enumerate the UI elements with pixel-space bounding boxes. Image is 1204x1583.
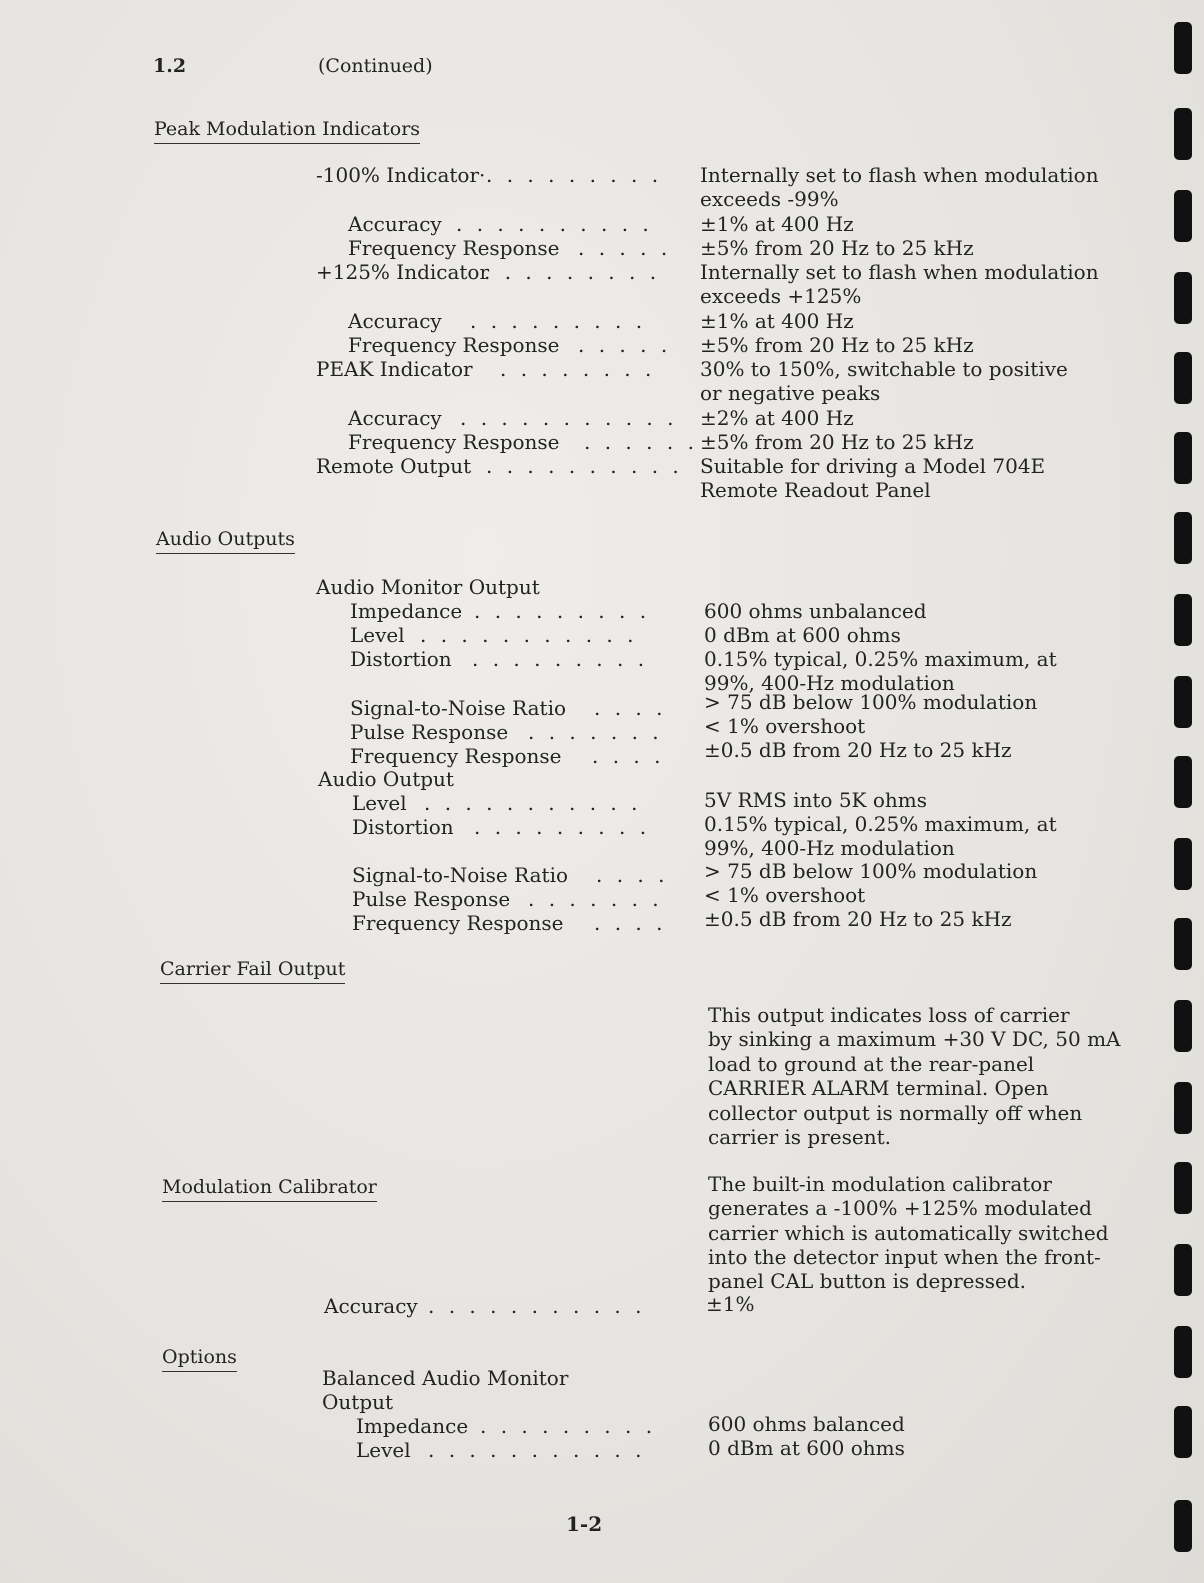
leader-dots: . . . . . . . . .	[474, 815, 651, 839]
value-minus100-indicator-cont: exceeds -99%	[700, 187, 839, 211]
value-distortion-cont: 99%, 400-Hz modulation	[704, 836, 955, 860]
binder-hole	[1174, 756, 1192, 808]
leader-dots: . . . . . . . . . . .	[424, 791, 642, 815]
value-frequency-response: ±5% from 20 Hz to 25 kHz	[700, 333, 974, 357]
section-continued: (Continued)	[318, 55, 433, 77]
binder-hole	[1174, 352, 1192, 404]
balanced-audio-monitor-title-cont: Output	[322, 1390, 394, 1414]
value-plus125-indicator-cont: exceeds +125%	[700, 284, 862, 308]
carrier-fail-line: load to ground at the rear-panel	[708, 1052, 1035, 1076]
value-pulse-response: < 1% overshoot	[704, 883, 866, 907]
binder-hole	[1174, 272, 1192, 324]
leader-dots: . . . . . . . . . .	[456, 212, 653, 236]
leader-dots: . . . . . . . . .	[486, 163, 663, 187]
mod-calibrator-line: panel CAL button is depressed.	[708, 1269, 1026, 1293]
binder-hole	[1174, 512, 1192, 564]
binder-hole	[1174, 1082, 1192, 1134]
label-impedance: Impedance	[356, 1414, 469, 1438]
value-level: 0 dBm at 600 ohms	[704, 623, 901, 647]
leader-dots: . . . . . . . . .	[472, 647, 649, 671]
leader-dots: . . . .	[594, 696, 667, 720]
leader-dots: . . . .	[596, 863, 669, 887]
leader-dots: . . . . . .	[584, 430, 698, 454]
carrier-fail-line: by sinking a maximum +30 V DC, 50 mA	[708, 1027, 1121, 1051]
label-frequency-response: Frequency Response	[348, 430, 560, 454]
value-accuracy: ±1%	[706, 1292, 755, 1316]
label-minus100-indicator: -100% Indicator·	[316, 163, 486, 187]
audio-output-title: Audio Output	[318, 767, 454, 791]
carrier-fail-line: CARRIER ALARM terminal. Open	[708, 1076, 1049, 1100]
value-frequency-response: ±5% from 20 Hz to 25 kHz	[700, 430, 974, 454]
heading-audio-outputs: Audio Outputs	[156, 528, 295, 554]
binder-hole	[1174, 1406, 1192, 1458]
value-snr: > 75 dB below 100% modulation	[704, 690, 1038, 714]
binder-holes	[1164, 0, 1204, 1583]
label-peak-indicator: PEAK Indicator	[316, 357, 473, 381]
label-level: Level	[352, 791, 407, 815]
binder-hole	[1174, 838, 1192, 890]
label-accuracy: Accuracy	[348, 212, 442, 236]
binder-hole	[1174, 1326, 1192, 1378]
label-impedance: Impedance	[350, 599, 463, 623]
carrier-fail-line: carrier is present.	[708, 1125, 891, 1149]
page-number: 1-2	[566, 1512, 603, 1536]
mod-calibrator-line: generates a -100% +125% modulated	[708, 1196, 1092, 1220]
label-distortion: Distortion	[350, 647, 452, 671]
label-frequency-response: Frequency Response	[352, 911, 564, 935]
leader-dots: . . . . . . . . . . .	[460, 406, 678, 430]
leader-dots: . . . . . . . . . . .	[428, 1294, 646, 1318]
binder-hole	[1174, 22, 1192, 74]
value-impedance: 600 ohms unbalanced	[704, 599, 927, 623]
value-frequency-response: ±0.5 dB from 20 Hz to 25 kHz	[704, 907, 1012, 931]
heading-carrier-fail-output: Carrier Fail Output	[160, 958, 345, 984]
value-distortion-cont: 99%, 400-Hz modulation	[704, 671, 955, 695]
value-accuracy: ±2% at 400 Hz	[700, 406, 854, 430]
audio-monitor-output-title: Audio Monitor Output	[316, 575, 540, 599]
binder-hole	[1174, 432, 1192, 484]
leader-dots: . . . . . . . . .	[484, 260, 661, 284]
value-impedance: 600 ohms balanced	[708, 1412, 905, 1436]
leader-dots: . . . . .	[578, 333, 672, 357]
value-peak-indicator-cont: or negative peaks	[700, 381, 881, 405]
value-snr: > 75 dB below 100% modulation	[704, 859, 1038, 883]
leader-dots: . . . . . . . . .	[480, 1414, 657, 1438]
value-frequency-response: ±0.5 dB from 20 Hz to 25 kHz	[704, 738, 1012, 762]
mod-calibrator-line: into the detector input when the front-	[708, 1245, 1101, 1269]
mod-calibrator-line: carrier which is automatically switched	[708, 1221, 1109, 1245]
label-frequency-response: Frequency Response	[348, 333, 560, 357]
value-distortion: 0.15% typical, 0.25% maximum, at	[704, 647, 1057, 671]
label-snr: Signal-to-Noise Ratio	[352, 863, 569, 887]
leader-dots: . . . . . . . . . .	[486, 454, 683, 478]
value-plus125-indicator: Internally set to flash when modulation	[700, 260, 1099, 284]
label-plus125-indicator: +125% Indicator	[316, 260, 490, 284]
value-distortion: 0.15% typical, 0.25% maximum, at	[704, 812, 1057, 836]
leader-dots: . . . . . . . . . . .	[420, 623, 638, 647]
label-frequency-response: Frequency Response	[348, 236, 560, 260]
binder-hole	[1174, 676, 1192, 728]
value-frequency-response: ±5% from 20 Hz to 25 kHz	[700, 236, 974, 260]
label-accuracy: Accuracy	[324, 1294, 418, 1318]
heading-options: Options	[162, 1346, 237, 1372]
value-accuracy: ±1% at 400 Hz	[700, 212, 854, 236]
label-pulse-response: Pulse Response	[350, 720, 509, 744]
label-accuracy: Accuracy	[348, 406, 442, 430]
binder-hole	[1174, 1162, 1192, 1214]
binder-hole	[1174, 918, 1192, 970]
value-remote-output: Suitable for driving a Model 704E	[700, 454, 1046, 478]
label-level: Level	[350, 623, 405, 647]
section-number: 1.2	[153, 55, 187, 77]
carrier-fail-line: collector output is normally off when	[708, 1101, 1083, 1125]
leader-dots: . . . . .	[578, 236, 672, 260]
binder-hole	[1174, 1000, 1192, 1052]
carrier-fail-line: This output indicates loss of carrier	[708, 1003, 1070, 1027]
leader-dots: . . . . . . .	[528, 887, 663, 911]
value-peak-indicator: 30% to 150%, switchable to positive	[700, 357, 1068, 381]
label-accuracy: Accuracy	[348, 309, 442, 333]
mod-calibrator-line: The built-in modulation calibrator	[708, 1172, 1052, 1196]
binder-hole	[1174, 1500, 1192, 1552]
label-frequency-response: Frequency Response	[350, 744, 562, 768]
value-remote-output-cont: Remote Readout Panel	[700, 478, 931, 502]
leader-dots: . . . .	[594, 911, 667, 935]
label-level: Level	[356, 1438, 411, 1462]
balanced-audio-monitor-title: Balanced Audio Monitor	[322, 1366, 569, 1390]
label-pulse-response: Pulse Response	[352, 887, 511, 911]
heading-peak-modulation: Peak Modulation Indicators	[154, 118, 420, 144]
value-level: 0 dBm at 600 ohms	[708, 1436, 905, 1460]
leader-dots: . . . . . . . . . . .	[428, 1438, 646, 1462]
value-level: 5V RMS into 5K ohms	[704, 788, 928, 812]
label-snr: Signal-to-Noise Ratio	[350, 696, 567, 720]
value-accuracy: ±1% at 400 Hz	[700, 309, 854, 333]
heading-modulation-calibrator: Modulation Calibrator	[162, 1176, 377, 1202]
binder-hole	[1174, 108, 1192, 160]
binder-hole	[1174, 190, 1192, 242]
leader-dots: . . . . . . . . .	[474, 599, 651, 623]
label-remote-output: Remote Output	[316, 454, 472, 478]
binder-hole	[1174, 1244, 1192, 1296]
value-pulse-response: < 1% overshoot	[704, 714, 866, 738]
leader-dots: . . . . . . .	[528, 720, 663, 744]
value-minus100-indicator: Internally set to flash when modulation	[700, 163, 1099, 187]
binder-hole	[1174, 594, 1192, 646]
leader-dots: . . . . . . . .	[500, 357, 656, 381]
label-distortion: Distortion	[352, 815, 454, 839]
leader-dots: . . . .	[592, 744, 665, 768]
leader-dots: . . . . . . . . .	[470, 309, 647, 333]
